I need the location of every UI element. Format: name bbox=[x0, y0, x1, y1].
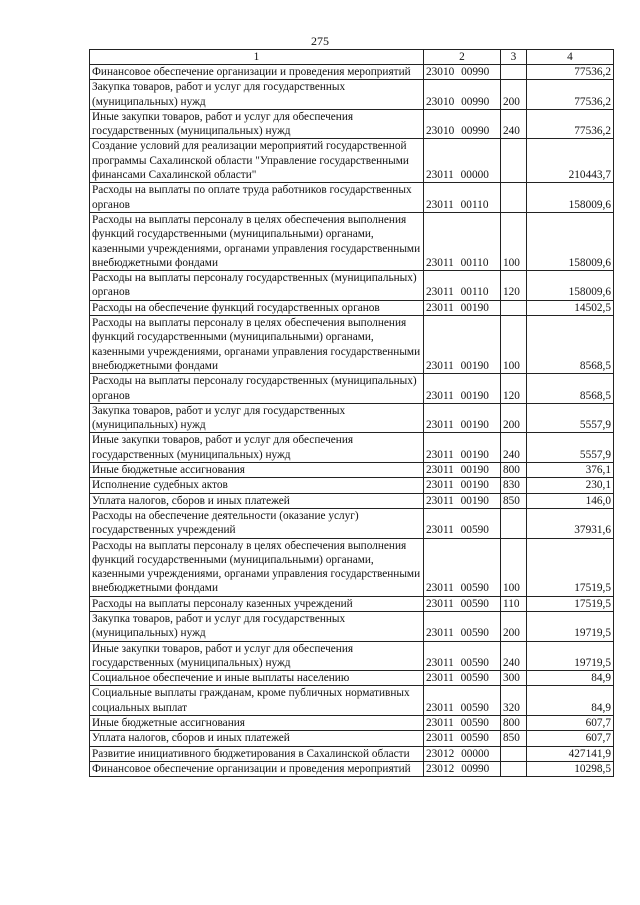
amount: 8568,5 bbox=[527, 316, 614, 374]
expense-type-code: 200 bbox=[501, 611, 527, 641]
target-article-code: 23011 00000 bbox=[424, 139, 501, 183]
expense-name: Исполнение судебных актов bbox=[90, 478, 424, 493]
expense-type-code: 850 bbox=[501, 493, 527, 508]
table-row bbox=[90, 271, 614, 301]
amount: 146,0 bbox=[527, 493, 614, 508]
expense-type-code: 240 bbox=[501, 433, 527, 463]
expense-name: Финансовое обеспечение организации и проведения мероприятий bbox=[90, 761, 424, 776]
expense-type-code: 800 bbox=[501, 463, 527, 478]
expense-name: Закупка товаров, работ и услуг для государственных (муниципальных) нужд bbox=[90, 403, 424, 433]
table-row bbox=[90, 596, 614, 611]
expense-type-code: 120 bbox=[501, 374, 527, 404]
amount: 14502,5 bbox=[527, 300, 614, 315]
table-row bbox=[90, 433, 614, 463]
expense-name: Расходы на выплаты по оплате труда работников государственных органов bbox=[90, 183, 424, 213]
target-article-code: 23010 00990 bbox=[424, 65, 501, 80]
expense-type-code bbox=[501, 65, 527, 80]
amount: 84,9 bbox=[527, 671, 614, 686]
table-row bbox=[90, 686, 614, 716]
amount: 158009,6 bbox=[527, 212, 614, 270]
expense-type-code: 200 bbox=[501, 403, 527, 433]
target-article-code: 23012 00990 bbox=[424, 761, 501, 776]
target-article-code: 23011 00590 bbox=[424, 596, 501, 611]
table-row bbox=[90, 731, 614, 746]
expense-name: Иные бюджетные ассигнования bbox=[90, 463, 424, 478]
expense-name: Расходы на обеспечение функций государственных органов bbox=[90, 300, 424, 315]
amount: 19719,5 bbox=[527, 611, 614, 641]
expense-type-code: 110 bbox=[501, 596, 527, 611]
expense-name: Уплата налогов, сборов и иных платежей bbox=[90, 493, 424, 508]
expense-name: Социальные выплаты гражданам, кроме публичных нормативных социальных выплат bbox=[90, 686, 424, 716]
target-article-code: 23011 00190 bbox=[424, 300, 501, 315]
table-row bbox=[90, 139, 614, 183]
column-number-row bbox=[90, 50, 614, 65]
amount: 210443,7 bbox=[527, 139, 614, 183]
expense-type-code: 830 bbox=[501, 478, 527, 493]
amount: 17519,5 bbox=[527, 596, 614, 611]
expense-type-code bbox=[501, 183, 527, 213]
target-article-code: 23011 00590 bbox=[424, 686, 501, 716]
amount: 77536,2 bbox=[527, 65, 614, 80]
table-row bbox=[90, 80, 614, 110]
amount: 158009,6 bbox=[527, 271, 614, 301]
target-article-code: 23010 00990 bbox=[424, 80, 501, 110]
column-number: 1 bbox=[90, 50, 424, 65]
target-article-code: 23011 00190 bbox=[424, 433, 501, 463]
expense-name: Уплата налогов, сборов и иных платежей bbox=[90, 731, 424, 746]
expense-name: Закупка товаров, работ и услуг для государственных (муниципальных) нужд bbox=[90, 80, 424, 110]
expense-name: Расходы на выплаты персоналу государственных (муниципальных) органов bbox=[90, 374, 424, 404]
expense-name: Финансовое обеспечение организации и проведения мероприятий bbox=[90, 65, 424, 80]
expense-type-code bbox=[501, 761, 527, 776]
expense-name: Создание условий для реализации мероприятий государственной программы Сахалинской области "Управление государственными финансами Сахалинской области" bbox=[90, 139, 424, 183]
expense-type-code bbox=[501, 300, 527, 315]
target-article-code: 23011 00190 bbox=[424, 463, 501, 478]
expense-type-code bbox=[501, 508, 527, 538]
expense-type-code bbox=[501, 139, 527, 183]
expense-type-code: 100 bbox=[501, 316, 527, 374]
expense-name: Расходы на выплаты персоналу казенных учреждений bbox=[90, 596, 424, 611]
expense-type-code: 100 bbox=[501, 212, 527, 270]
target-article-code: 23011 00110 bbox=[424, 212, 501, 270]
table-row bbox=[90, 671, 614, 686]
expense-name: Развитие инициативного бюджетирования в Сахалинской области bbox=[90, 746, 424, 761]
target-article-code: 23011 00190 bbox=[424, 478, 501, 493]
expense-type-code: 300 bbox=[501, 671, 527, 686]
table-row bbox=[90, 761, 614, 776]
amount: 5557,9 bbox=[527, 433, 614, 463]
target-article-code: 23011 00590 bbox=[424, 731, 501, 746]
amount: 5557,9 bbox=[527, 403, 614, 433]
expense-name: Социальное обеспечение и иные выплаты населению bbox=[90, 671, 424, 686]
expense-type-code: 200 bbox=[501, 80, 527, 110]
expense-name: Расходы на обеспечение деятельности (оказание услуг) государственных учреждений bbox=[90, 508, 424, 538]
expense-name: Расходы на выплаты персоналу в целях обеспечения выполнения функций государственными (муниципальными) органами, казенными учреждениями, органами управления государственными внебюджетными фондами bbox=[90, 316, 424, 374]
amount: 17519,5 bbox=[527, 538, 614, 596]
amount: 607,7 bbox=[527, 716, 614, 731]
budget-table bbox=[89, 49, 614, 777]
target-article-code: 23011 00590 bbox=[424, 611, 501, 641]
target-article-code: 23011 00590 bbox=[424, 538, 501, 596]
expense-name: Иные бюджетные ассигнования bbox=[90, 716, 424, 731]
expense-type-code: 320 bbox=[501, 686, 527, 716]
table-row bbox=[90, 212, 614, 270]
amount: 230,1 bbox=[527, 478, 614, 493]
column-number: 2 bbox=[424, 50, 501, 65]
amount: 77536,2 bbox=[527, 80, 614, 110]
expense-type-code: 100 bbox=[501, 538, 527, 596]
target-article-code: 23011 00190 bbox=[424, 374, 501, 404]
target-article-code: 23011 00590 bbox=[424, 671, 501, 686]
amount: 10298,5 bbox=[527, 761, 614, 776]
target-article-code: 23011 00190 bbox=[424, 316, 501, 374]
table-row bbox=[90, 478, 614, 493]
amount: 427141,9 bbox=[527, 746, 614, 761]
expense-name: Иные закупки товаров, работ и услуг для обеспечения государственных (муниципальных) нужд bbox=[90, 641, 424, 671]
target-article-code: 23010 00990 bbox=[424, 109, 501, 139]
amount: 19719,5 bbox=[527, 641, 614, 671]
expense-type-code: 240 bbox=[501, 109, 527, 139]
table-row bbox=[90, 463, 614, 478]
column-number: 3 bbox=[501, 50, 527, 65]
expense-name: Расходы на выплаты персоналу в целях обеспечения выполнения функций государственными (муниципальными) органами, казенными учреждениями, органами управления государственными внебюджетными фондами bbox=[90, 538, 424, 596]
expense-name: Расходы на выплаты персоналу государственных (муниципальных) органов bbox=[90, 271, 424, 301]
table-row bbox=[90, 403, 614, 433]
table-row bbox=[90, 65, 614, 80]
expense-type-code: 850 bbox=[501, 731, 527, 746]
amount: 84,9 bbox=[527, 686, 614, 716]
target-article-code: 23011 00110 bbox=[424, 183, 501, 213]
target-article-code: 23011 00190 bbox=[424, 493, 501, 508]
page-number: 275 bbox=[311, 34, 329, 48]
target-article-code: 23011 00110 bbox=[424, 271, 501, 301]
target-article-code: 23011 00190 bbox=[424, 403, 501, 433]
target-article-code: 23012 00000 bbox=[424, 746, 501, 761]
table-row bbox=[90, 300, 614, 315]
column-number: 4 bbox=[527, 50, 614, 65]
expense-name: Закупка товаров, работ и услуг для государственных (муниципальных) нужд bbox=[90, 611, 424, 641]
amount: 37931,6 bbox=[527, 508, 614, 538]
target-article-code: 23011 00590 bbox=[424, 716, 501, 731]
table-row bbox=[90, 746, 614, 761]
table-row bbox=[90, 611, 614, 641]
table-row bbox=[90, 508, 614, 538]
expense-type-code: 240 bbox=[501, 641, 527, 671]
target-article-code: 23011 00590 bbox=[424, 641, 501, 671]
expense-type-code: 800 bbox=[501, 716, 527, 731]
amount: 158009,6 bbox=[527, 183, 614, 213]
table-row bbox=[90, 493, 614, 508]
table-row bbox=[90, 316, 614, 374]
amount: 376,1 bbox=[527, 463, 614, 478]
table-row bbox=[90, 641, 614, 671]
amount: 8568,5 bbox=[527, 374, 614, 404]
amount: 607,7 bbox=[527, 731, 614, 746]
expense-type-code: 120 bbox=[501, 271, 527, 301]
expense-name: Расходы на выплаты персоналу в целях обеспечения выполнения функций государственными (муниципальными) органами, казенными учреждениями, органами управления государственными внебюджетными фондами bbox=[90, 212, 424, 270]
expense-type-code bbox=[501, 746, 527, 761]
table-row bbox=[90, 716, 614, 731]
table-row bbox=[90, 109, 614, 139]
table-row bbox=[90, 374, 614, 404]
expense-name: Иные закупки товаров, работ и услуг для обеспечения государственных (муниципальных) нужд bbox=[90, 109, 424, 139]
expense-name: Иные закупки товаров, работ и услуг для обеспечения государственных (муниципальных) нужд bbox=[90, 433, 424, 463]
target-article-code: 23011 00590 bbox=[424, 508, 501, 538]
amount: 77536,2 bbox=[527, 109, 614, 139]
table-row bbox=[90, 538, 614, 596]
table-row bbox=[90, 183, 614, 213]
